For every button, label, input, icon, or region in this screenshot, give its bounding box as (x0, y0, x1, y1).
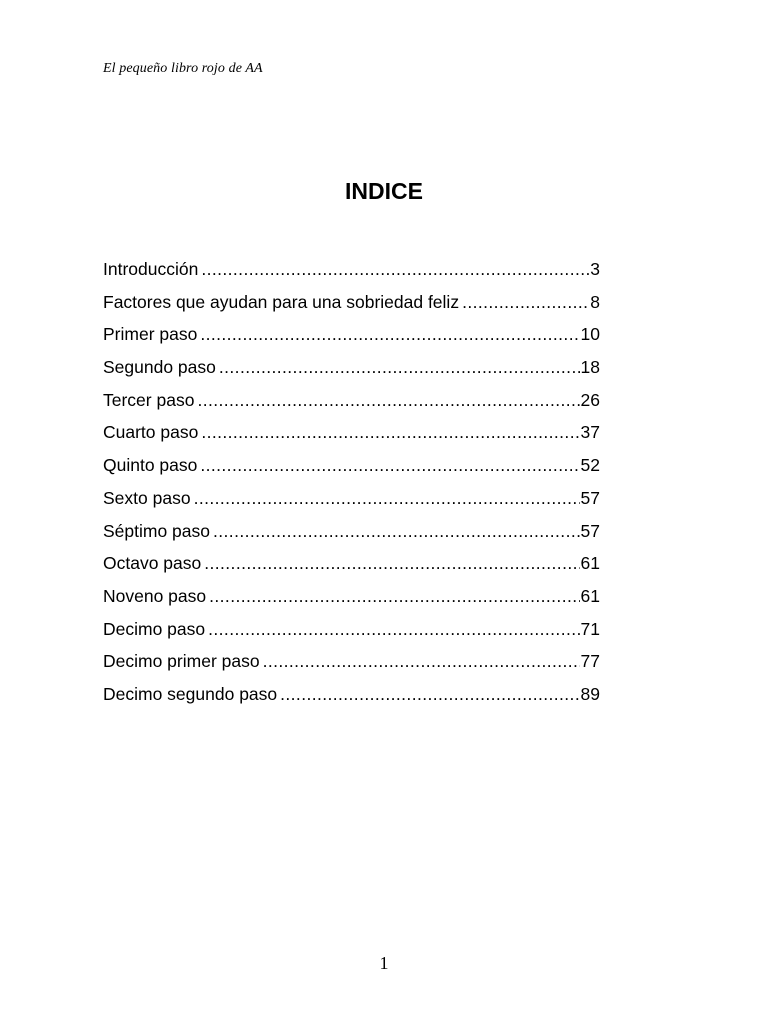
dot-leader (462, 292, 589, 313)
dot-leader (200, 324, 579, 345)
toc-entry[interactable] (103, 553, 600, 586)
toc-entry-label: Tercer paso (103, 389, 195, 410)
toc-entry-label: Séptimo paso (103, 520, 211, 541)
toc-entry-page: 10 (580, 324, 600, 345)
dot-leader (201, 259, 589, 280)
toc-entry-page: 26 (580, 389, 600, 410)
toc-entry-page: 61 (580, 553, 600, 574)
toc-entry[interactable] (103, 651, 600, 684)
toc-entry-label: Introducción (103, 259, 199, 279)
dot-leader (208, 619, 579, 640)
toc-entry[interactable] (103, 324, 600, 357)
toc-entry-page: 37 (580, 422, 600, 443)
dot-leader (219, 357, 580, 378)
running-header: El pequeño libro rojo de AA (103, 61, 263, 76)
page-title (0, 178, 768, 205)
toc-entry-page: 18 (580, 357, 600, 378)
toc-entry[interactable] (103, 292, 600, 325)
toc-entry-page: 57 (580, 487, 600, 508)
toc-entry[interactable] (103, 259, 600, 292)
toc-entry-page: 77 (580, 651, 600, 672)
toc-entry-page: 3 (590, 259, 600, 279)
dot-leader (209, 586, 579, 607)
toc-entry-label: Decimo segundo paso (103, 683, 278, 704)
toc-entry-label: Factores que ayudan para una sobriedad feliz (103, 291, 460, 312)
toc-entry-page: 52 (580, 455, 600, 476)
dot-leader (197, 390, 579, 411)
toc-entry[interactable] (103, 422, 600, 455)
dot-leader (200, 455, 579, 476)
toc-entry-label: Octavo paso (103, 553, 202, 574)
toc-entry[interactable] (103, 619, 600, 652)
toc-entry-page: 61 (580, 585, 600, 606)
dot-leader (263, 651, 580, 672)
dot-leader (194, 488, 580, 509)
toc-entry-label: Noveno paso (103, 585, 207, 606)
toc-entry-page: 57 (580, 520, 600, 541)
toc-entry-label: Primer paso (103, 324, 198, 345)
table-of-contents (103, 259, 600, 717)
toc-entry[interactable] (103, 521, 600, 554)
toc-entry-label: Segundo paso (103, 357, 216, 378)
toc-entry-page: 71 (580, 618, 600, 639)
toc-entry-label: Decimo paso (103, 618, 206, 639)
dot-leader (213, 521, 580, 542)
toc-entry-label: Sexto paso (103, 487, 191, 508)
page-number: 1 (379, 953, 389, 973)
toc-entry-label: Decimo primer paso (103, 651, 260, 672)
toc-entry[interactable] (103, 684, 600, 717)
dot-leader (201, 422, 579, 443)
toc-entry-label: Cuarto paso (103, 422, 199, 443)
toc-entry[interactable] (103, 586, 600, 619)
toc-entry-page: 8 (590, 291, 600, 312)
toc-entry[interactable] (103, 488, 600, 521)
dot-leader (280, 684, 579, 705)
toc-entry[interactable] (103, 455, 600, 488)
toc-entry-page: 89 (580, 683, 600, 704)
toc-entry[interactable] (103, 390, 600, 423)
toc-entry[interactable] (103, 357, 600, 390)
dot-leader (204, 553, 579, 574)
page-title-text: INDICE (345, 178, 423, 204)
toc-entry-label: Quinto paso (103, 455, 198, 476)
